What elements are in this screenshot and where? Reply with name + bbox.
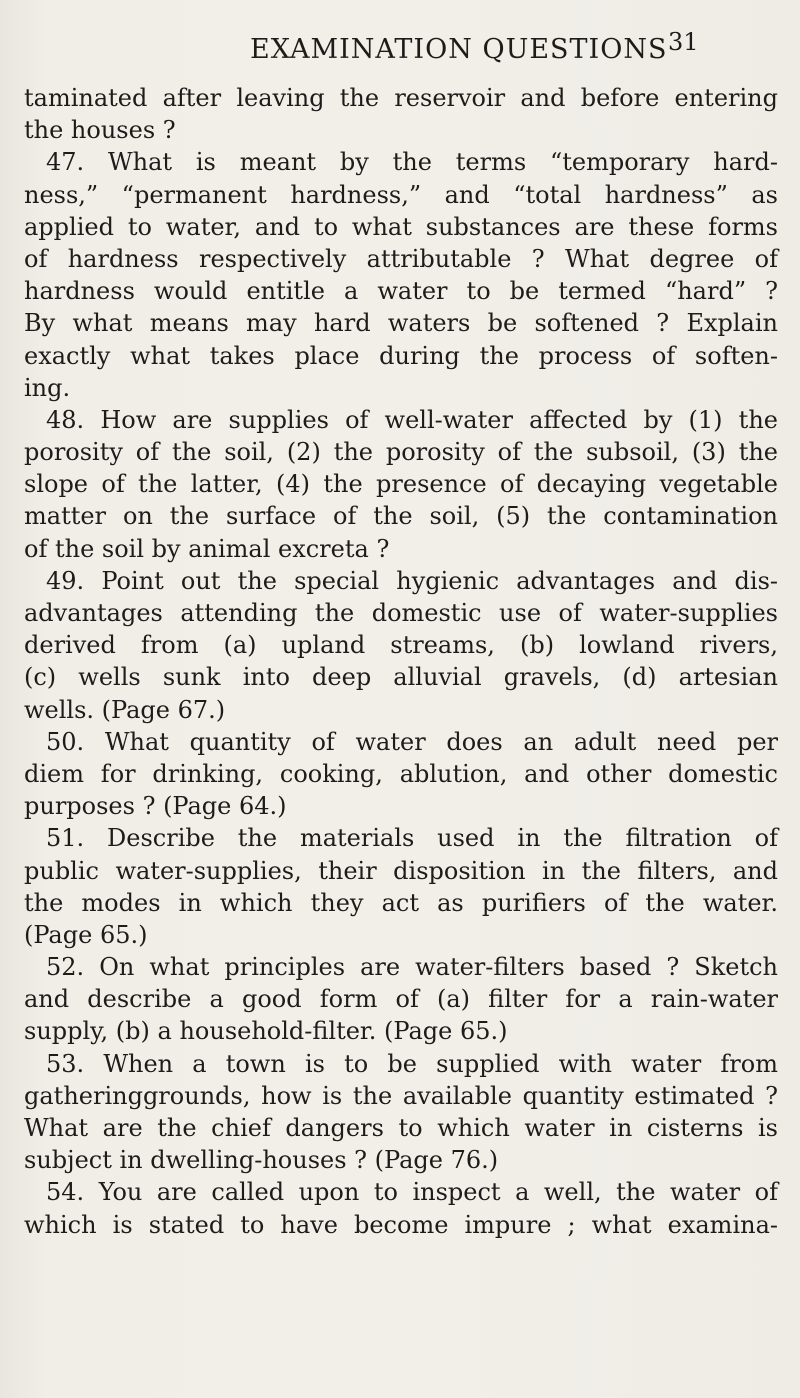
text-line: matter on the surface of the soil, (5) the contamination (24, 502, 778, 531)
question-50-start: 50. What quantity of water does an adult need per (46, 727, 778, 756)
text-line: By what means may hard waters be softened ? Explain (24, 309, 778, 338)
question-53-start: 53. When a town is to be supplied with water from (46, 1049, 778, 1078)
running-title: EXAMINATION QUESTIONS (250, 34, 668, 65)
text-line: of hardness respectively attributable ? What degree of (24, 244, 778, 273)
text-line: porosity of the soil, (2) the porosity of the subsoil, (3) the (24, 438, 778, 467)
text-line: slope of the latter, (4) the presence of decaying vegetable (24, 470, 778, 499)
text-line: supply, (b) a household-filter. (Page 65.) (24, 1017, 508, 1046)
text-line: advantages attending the domestic use of water-supplies (24, 599, 778, 627)
text-line: subject in dwelling-houses ? (Page 76.) (24, 1146, 499, 1175)
text-line: exactly what takes place during the process of soften- (24, 341, 778, 370)
question-47-start: 47. What is meant by the terms “temporary hard- (46, 148, 778, 177)
text-line: gatheringgrounds, how is the available quantity estimated ? (24, 1081, 778, 1110)
question-48-start: 48. How are supplies of well-water affected by (1) the (46, 405, 778, 434)
text-line: derived from (a) upland streams, (b) lowland rivers, (24, 631, 778, 660)
page-header (0, 28, 800, 78)
text-line: (Page 65.) (24, 920, 148, 949)
page-number: 31 (668, 28, 699, 56)
text-line: of the soil by animal excreta ? (24, 534, 390, 563)
text-line: ness,” “permanent hardness,” and “total hardness” as (24, 180, 778, 209)
text-line: hardness would entitle a water to be termed “hard” ? (24, 277, 778, 306)
text-line: and describe a good form of (a) filter for a rain-water (24, 985, 778, 1014)
text-line: taminated after leaving the reservoir and before entering (24, 84, 778, 112)
text-line: What are the chief dangers to which water in cisterns is (24, 1114, 778, 1142)
text-line: applied to water, and to what substances are these forms (24, 212, 778, 241)
text-line: diem for drinking, cooking, ablution, and other domestic (24, 759, 778, 788)
text-line: purposes ? (Page 64.) (24, 792, 287, 821)
body-text (24, 82, 778, 1241)
text-line: which is stated to have become impure ; what examina- (24, 1210, 778, 1239)
question-51-start: 51. Describe the materials used in the filtration of (46, 824, 778, 853)
question-54-start: 54. You are called upon to inspect a well, the water of (46, 1178, 778, 1207)
text-line: wells. (Page 67.) (24, 695, 226, 724)
question-52-start: 52. On what principles are water-filters based ? Sketch (46, 953, 778, 982)
text-line: (c) wells sunk into deep alluvial gravels, (d) artesian (24, 663, 778, 692)
text-line: the houses ? (24, 116, 176, 145)
text-line: public water-supplies, their disposition in the filters, and (24, 856, 778, 885)
text-line: ing. (24, 373, 71, 402)
question-49-start: 49. Point out the special hygienic advantages and dis- (46, 566, 778, 595)
text-line: the modes in which they act as purifiers of the water. (24, 888, 778, 917)
